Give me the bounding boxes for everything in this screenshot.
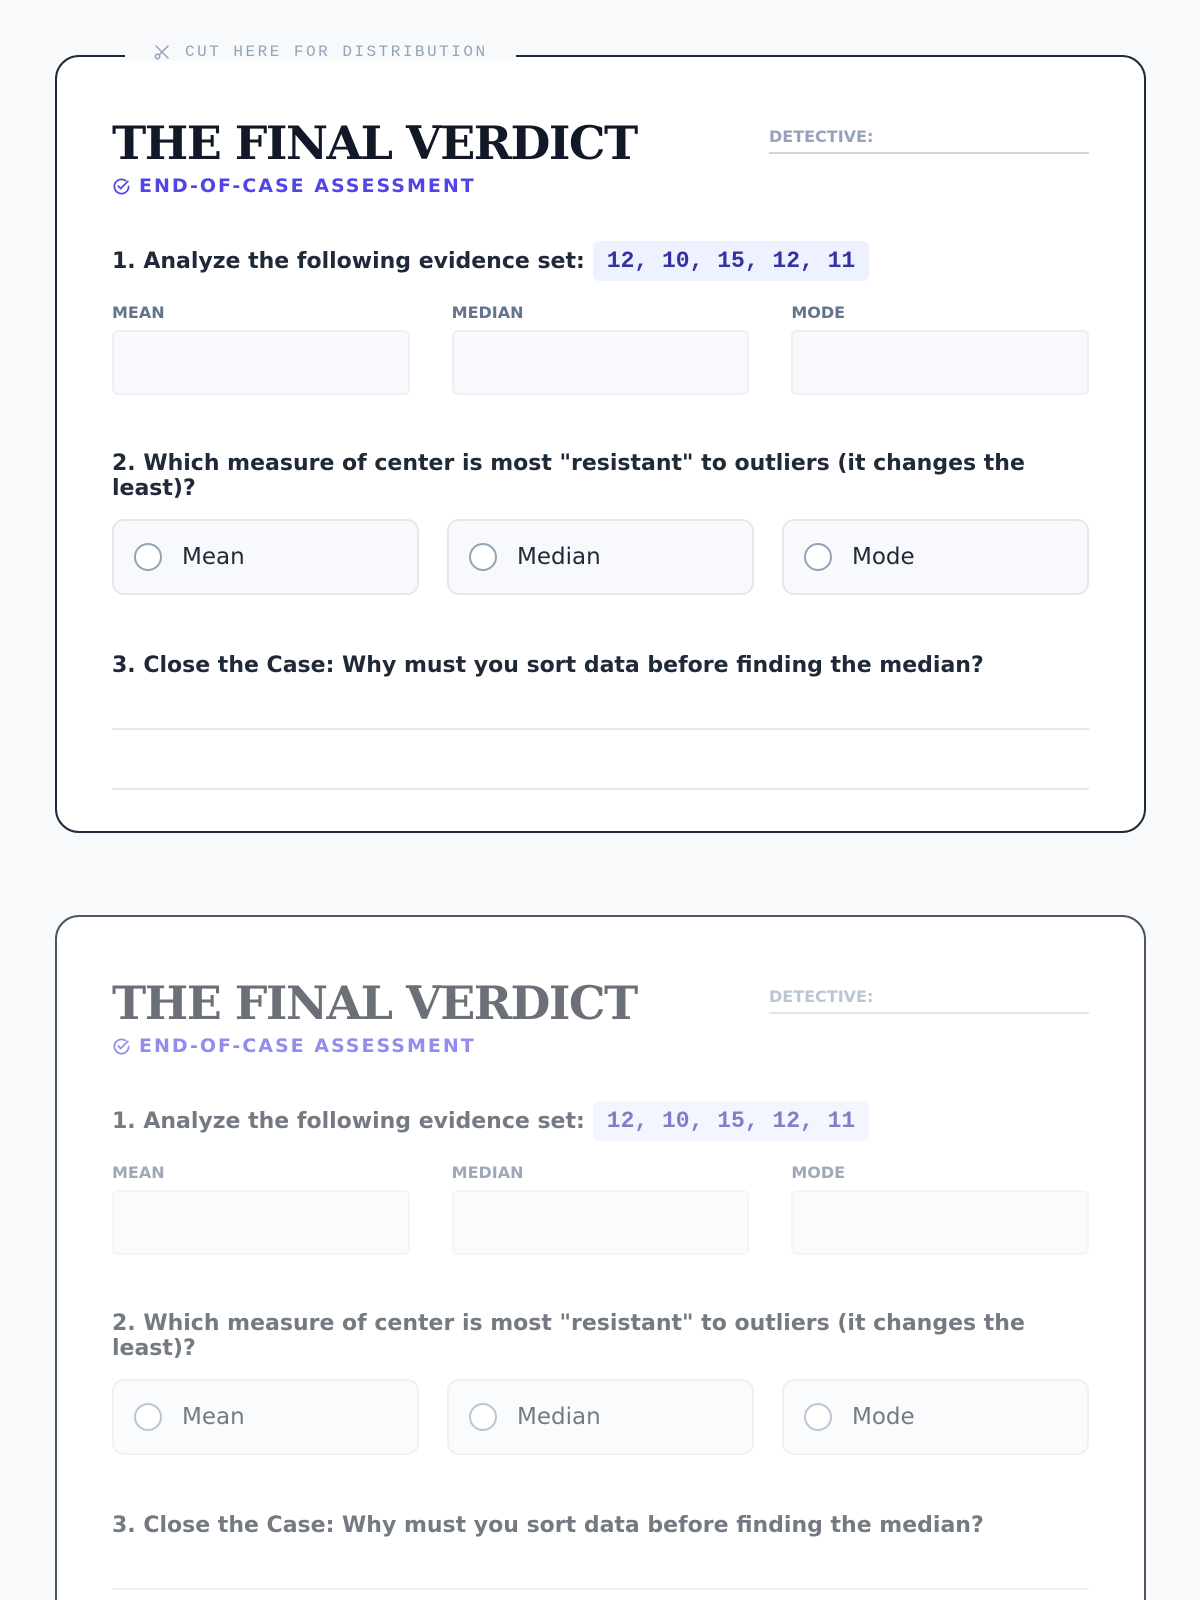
- page-title: THE FINAL VERDICT: [112, 976, 637, 1030]
- subtitle: [112, 175, 1089, 197]
- mean-label: MEAN: [112, 303, 165, 322]
- detective-label: DETECTIVE:: [769, 127, 874, 146]
- check-circle-icon: [112, 1037, 131, 1056]
- page-title: THE FINAL VERDICT: [112, 116, 637, 170]
- question-2-text: 2. Which measure of center is most "resistant" to outliers (it changes the least)?: [112, 1311, 1025, 1361]
- mode-label: MODE: [791, 1163, 846, 1182]
- mode-field: [791, 303, 1089, 395]
- question-1-text: 1. Analyze the following evidence set:: [112, 1108, 585, 1134]
- mean-input[interactable]: [112, 330, 410, 395]
- question-1: [112, 1101, 1089, 1141]
- option-label: Mode: [852, 1404, 915, 1430]
- median-label: MEDIAN: [451, 303, 524, 322]
- option-median[interactable]: [447, 1379, 754, 1455]
- median-input[interactable]: [452, 330, 750, 395]
- card-header: [112, 977, 1089, 1097]
- mean-field: [112, 303, 410, 395]
- evidence-set: 12, 10, 15, 12, 11: [593, 1101, 869, 1141]
- mean-input[interactable]: [112, 1190, 410, 1255]
- question-3: [112, 1513, 1089, 1538]
- question-1: [112, 241, 1089, 281]
- detective-label: DETECTIVE:: [769, 987, 874, 1006]
- answer-line-1[interactable]: [112, 728, 1089, 730]
- assessment-card-1: [55, 43, 1146, 833]
- median-input[interactable]: [452, 1190, 750, 1255]
- option-mean[interactable]: [112, 519, 419, 595]
- option-mean[interactable]: [112, 1379, 419, 1455]
- check-circle-icon: [112, 177, 131, 196]
- question-3-text: 3. Close the Case: Why must you sort data before finding the median?: [112, 1513, 984, 1538]
- answer-line-2[interactable]: [112, 788, 1089, 790]
- median-field: [452, 1163, 750, 1255]
- radio-icon[interactable]: [804, 1403, 832, 1431]
- radio-icon[interactable]: [134, 543, 162, 571]
- mean-field: [112, 1163, 410, 1255]
- cut-here-text: CUT HERE FOR DISTRIBUTION: [185, 43, 488, 61]
- question-1-text: 1. Analyze the following evidence set:: [112, 248, 585, 274]
- answer-options: [112, 1379, 1089, 1455]
- radio-icon[interactable]: [469, 543, 497, 571]
- question-3: [112, 653, 1089, 678]
- detective-field[interactable]: [769, 987, 1089, 1014]
- mode-label: MODE: [791, 303, 846, 322]
- stat-fields: [112, 303, 1089, 395]
- mode-input[interactable]: [791, 330, 1089, 395]
- card-content: [112, 977, 1089, 1590]
- cut-here-label: [125, 43, 516, 61]
- question-3-text: 3. Close the Case: Why must you sort data before finding the median?: [112, 653, 984, 678]
- option-label: Median: [517, 544, 601, 570]
- evidence-set: 12, 10, 15, 12, 11: [593, 241, 869, 281]
- subtitle-text: END-OF-CASE ASSESSMENT: [139, 1035, 476, 1057]
- option-label: Mode: [852, 544, 915, 570]
- median-field: [452, 303, 750, 395]
- question-2: [112, 1311, 1089, 1361]
- subtitle-text: END-OF-CASE ASSESSMENT: [139, 175, 476, 197]
- mean-label: MEAN: [112, 1163, 165, 1182]
- scissors-icon: [153, 43, 171, 61]
- question-2-text: 2. Which measure of center is most "resistant" to outliers (it changes the least)?: [112, 451, 1025, 501]
- median-label: MEDIAN: [451, 1163, 524, 1182]
- answer-options: [112, 519, 1089, 595]
- radio-icon[interactable]: [469, 1403, 497, 1431]
- radio-icon[interactable]: [804, 543, 832, 571]
- option-label: Median: [517, 1404, 601, 1430]
- option-label: Mean: [182, 544, 245, 570]
- mode-field: [791, 1163, 1089, 1255]
- option-mode[interactable]: [782, 519, 1089, 595]
- detective-field[interactable]: [769, 127, 1089, 154]
- option-mode[interactable]: [782, 1379, 1089, 1455]
- assessment-card-2: [55, 915, 1146, 1600]
- answer-line-1[interactable]: [112, 1588, 1089, 1590]
- question-2: [112, 451, 1089, 501]
- subtitle: [112, 1035, 1089, 1057]
- card-header: [112, 117, 1089, 237]
- radio-icon[interactable]: [134, 1403, 162, 1431]
- stat-fields: [112, 1163, 1089, 1255]
- mode-input[interactable]: [791, 1190, 1089, 1255]
- option-median[interactable]: [447, 519, 754, 595]
- option-label: Mean: [182, 1404, 245, 1430]
